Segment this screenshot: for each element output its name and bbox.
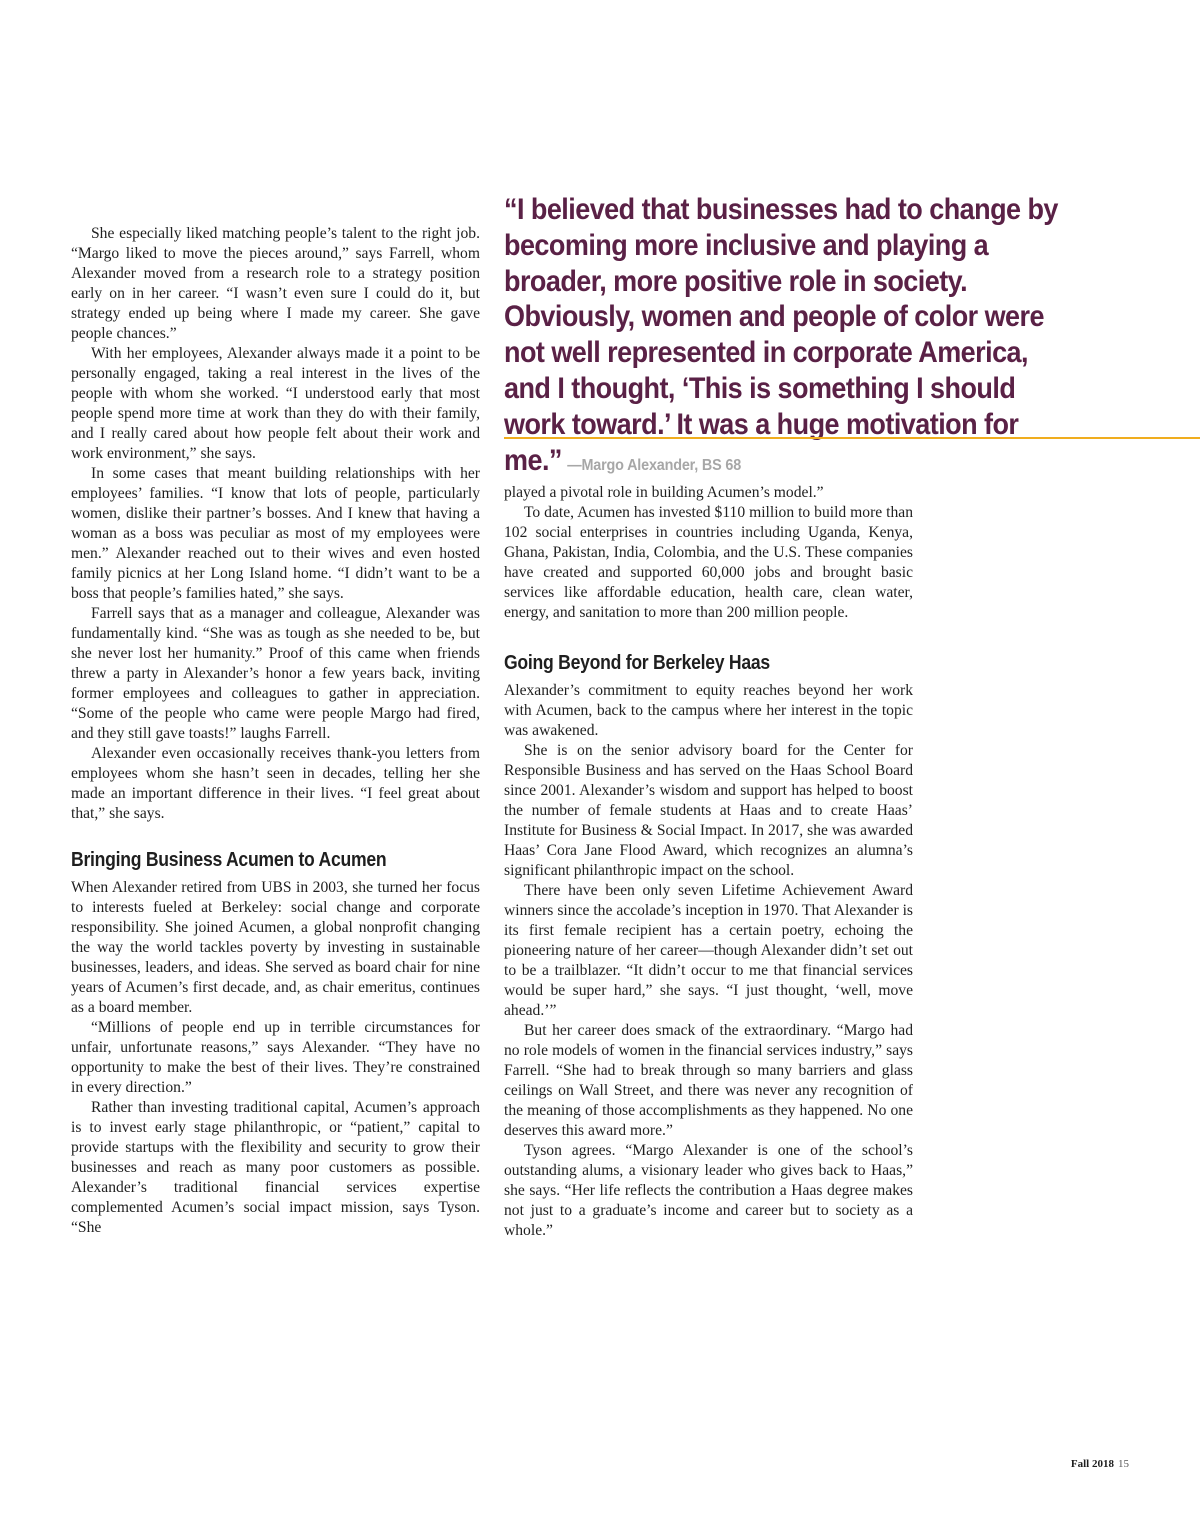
paragraph: She is on the senior advisory board for the Center for Responsible Business and has served on the Haas School Board since 2001. Alexander’s wisdom and support has helped to boost the number of female students at Haas and to create Haas’ Institute for Business & Social Impact. In 2017, she was awarded Haas’ Cora Jane Flood Award, which recognizes an alumna’s significant philanthropic impact on the school. [504, 742, 913, 879]
paragraph: Tyson agrees. “Margo Alexander is one of the school’s outstanding alums, a visionary leader who gives back to Haas,” she says. “Her life reflects the contribution a Haas degree makes not just to a graduate’s income and career but to society as a whole.” [504, 1142, 913, 1239]
paragraph: Farrell says that as a manager and colleague, Alexander was fundamentally kind. “She was as tough as she needed to be, but she never lost her humanity.” Proof of this came when friends threw a party in Alexander’s honor a few years back, inviting former employees and colleagues to gather in appreciation. “Some of the people who came were people Margo had fired, and they still gave toasts!” laughs Farrell. [71, 605, 480, 742]
right-column [504, 483, 913, 1241]
paragraph: When Alexander retired from UBS in 2003, she turned her focus to interests fueled at Berkeley: social change and corporate responsibility. She joined Acumen, a global nonprofit changing the way the world tackles poverty by investing in sustainable businesses, leaders, and ideas. She served as board chair for nine years of Acumen’s first decade, and, as chair emeritus, continues as a board member. [71, 879, 480, 1016]
paragraph: “Millions of people end up in terrible circumstances for unfair, unfortunate reasons,” says Alexander. “They have no opportunity to make the best of their lives. They’re constrained in every direction.” [71, 1019, 480, 1096]
paragraph: played a pivotal role in building Acumen’s model.” [504, 484, 824, 501]
page-footer [1071, 1458, 1129, 1470]
paragraph: There have been only seven Lifetime Achievement Award winners since the accolade’s inception in 1970. That Alexander is its first female recipient has a certain poetry, echoing the pioneering nature of her career—though Alexander didn’t set out to be a trailblazer. “It didn’t occur to me that financial services would be super hard,” she says. “I just thought, ‘well, move ahead.’” [504, 882, 913, 1019]
divider-rule [504, 437, 1200, 439]
paragraph: Rather than investing traditional capital, Acumen’s approach is to invest early stage philanthropic, or “patient,” capital to provide startups with the flexibility and security to grow their businesses and reach as many poor customers as possible. Alexander’s traditional financial services expertise complemented Acumen’s social impact mission, says Tyson. “She [71, 1099, 480, 1236]
section-heading: Going Beyond for Berkeley Haas [504, 652, 770, 674]
paragraph: To date, Acumen has invested $110 million to build more than 102 social enterprises in countries including Uganda, Kenya, Ghana, Pakistan, India, Colombia, and the U.S. These companies have created and supported 60,000 jobs and brought basic services like affordable education, health care, clean water, energy, and sanitation to more than 200 million people. [504, 504, 913, 621]
pull-quote-attribution: —Margo Alexander, BS 68 [567, 456, 742, 474]
left-column [71, 224, 480, 1238]
paragraph: With her employees, Alexander always made it a point to be personally engaged, taking a real interest in the lives of the people with whom she worked. “I understood early that most people spend more time at work than they do with their family, and I really cared about how people felt about their work and work environment,” she says. [71, 345, 480, 462]
pull-quote [504, 192, 1062, 483]
paragraph: But her career does smack of the extraordinary. “Margo had no role models of women in the financial services industry,” says Farrell. “She had to break through so many barriers and glass ceilings on Wall Street, and there was never any recognition of the meaning of those accomplishments as they happened. No one deserves this award more.” [504, 1022, 913, 1139]
paragraph: Alexander’s commitment to equity reaches beyond her work with Acumen, back to the campus where her interest in the topic was awakened. [504, 682, 913, 739]
paragraph: She especially liked matching people’s talent to the right job. “Margo liked to move the pieces around,” says Farrell, whom Alexander moved from a research role to a strategy position early on in her career. “I wasn’t even sure I could do it, but strategy ended up being where I made my career. She gave people chances.” [71, 225, 480, 342]
issue-label: Fall 2018 [1070, 1458, 1114, 1470]
paragraph: Alexander even occasionally receives thank-you letters from employees whom she hasn’t seen in decades, telling her she made an important difference in their lives. “I feel great about that,” she says. [71, 745, 480, 822]
paragraph: In some cases that meant building relationships with her employees’ families. “I know that lots of people, particularly women, dislike their partner’s bosses. And I knew that having a woman as a boss was peculiar as most of my employees were men.” Alexander reached out to their wives and even hosted family picnics at her Long Island home. “I didn’t want to be a boss that people’s families hated,” she says. [71, 465, 480, 602]
section-heading: Bringing Business Acumen to Acumen [71, 849, 387, 871]
page-number: 15 [1118, 1458, 1129, 1470]
pull-quote-text: “I believed that businesses had to change by becoming more inclusive and playing a broader, more positive role in society. Obviously, women and people of color were not well represented in corporate America, and I thought, ‘This is something I should work toward.’ It was a huge motivation for me.” [504, 193, 1058, 477]
